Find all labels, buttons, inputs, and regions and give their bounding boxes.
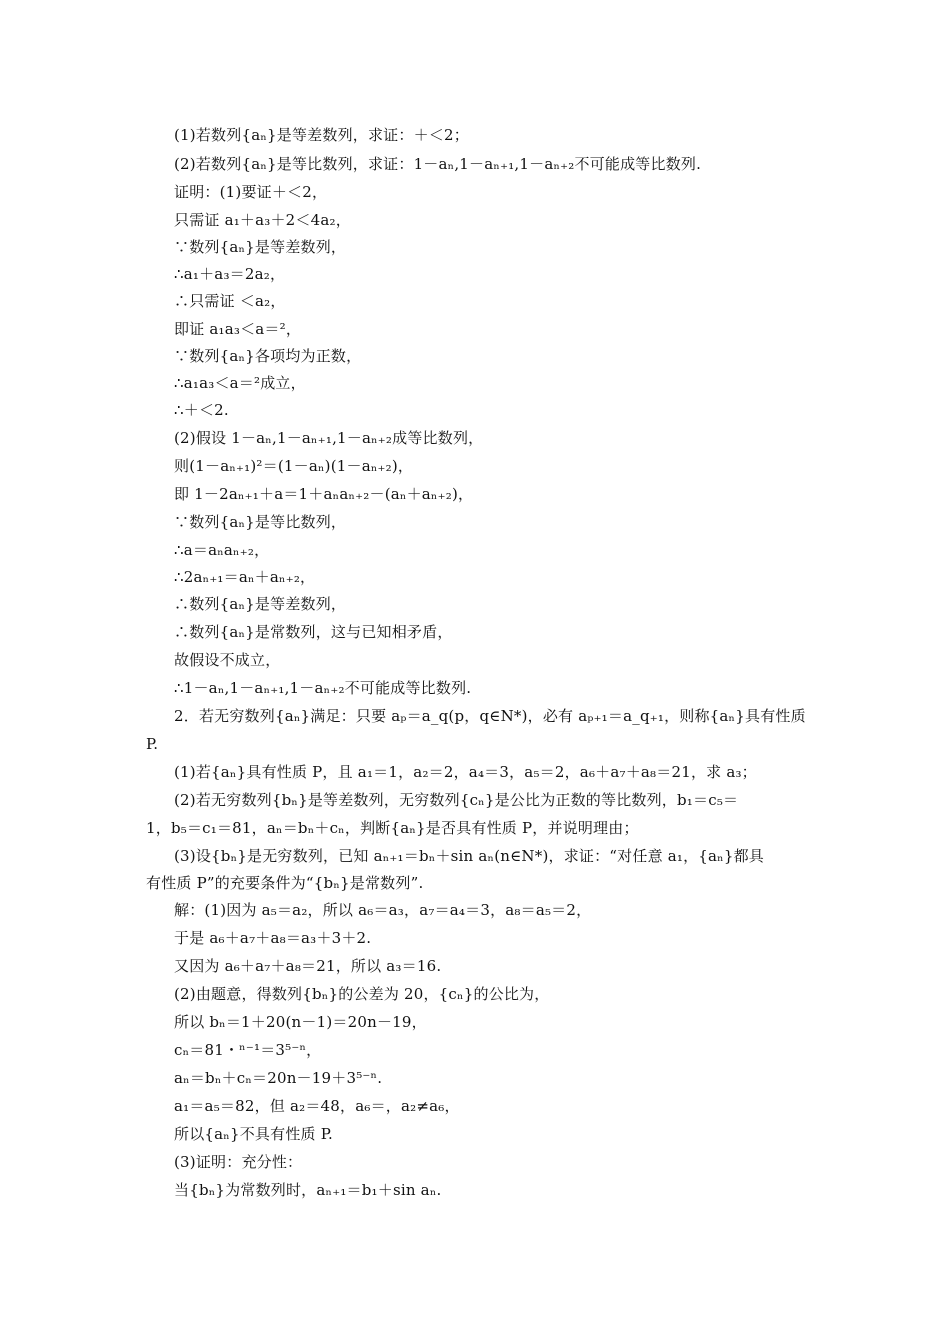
text-line: 证明：(1)要证＋＜2， [174,183,328,201]
text-line: aₙ＝bₙ＋cₙ＝20n－19＋3⁵⁻ⁿ. [174,1069,383,1087]
text-line: ∴只需证 ＜a₂， [174,292,286,310]
text-line: 所以{aₙ}不具有性质 P. [174,1125,333,1143]
text-line: (3)证明：充分性： [174,1153,303,1171]
text-line: ∵数列{aₙ}各项均为正数， [174,347,362,365]
text-line: 所以 bₙ＝1＋20(n－1)＝20n－19， [174,1013,427,1031]
text-line: P. [146,735,159,753]
text-line: ∴数列{aₙ}是常数列，这与已知相矛盾， [174,623,453,641]
text-line: (2)若数列{aₙ}是等比数列，求证：1－aₙ,1－aₙ₊₁,1－aₙ₊₂不可能成等比数列. [174,155,702,173]
text-line: (3)设{bₙ}是无穷数列，已知 aₙ₊₁＝bₙ＋sin aₙ(n∈N*)，求证：“对任意 a₁，{aₙ}都具 [174,847,765,865]
text-line: 即证 a₁a₃＜a＝²， [174,320,302,338]
text-line: 有性质 P”的充要条件为“{bₙ}是常数列”. [146,874,424,892]
text-line: ∴a₁a₃＜a＝²成立， [174,374,306,392]
text-line: (1)若{aₙ}具有性质 P，且 a₁＝1，a₂＝2，a₄＝3，a₅＝2，a₆＋a₇＋a₈＝21，求 a₃； [174,763,757,781]
text-line: (1)若数列{aₙ}是等差数列，求证：＋＜2； [174,126,469,144]
text-line: 解：(1)因为 a₅＝a₂，所以 a₆＝a₃，a₇＝a₄＝3，a₈＝a₅＝2， [174,901,592,919]
text-line: cₙ＝81・ⁿ⁻¹＝3⁵⁻ⁿ， [174,1041,322,1059]
text-line: 只需证 a₁＋a₃＋2＜4a₂， [174,211,351,229]
text-line: 故假设不成立， [174,651,281,669]
text-line: ∴a＝aₙaₙ₊₂， [174,541,270,559]
text-line: ∴数列{aₙ}是等差数列， [174,595,347,613]
text-line: ∴＋＜2. [174,401,229,419]
text-line: (2)假设 1－aₙ,1－aₙ₊₁,1－aₙ₊₂成等比数列， [174,429,484,447]
text-line: ∴1－aₙ,1－aₙ₊₁,1－aₙ₊₂不可能成等比数列. [174,679,472,697]
text-line: ∵数列{aₙ}是等比数列， [174,513,347,531]
text-line: 1，b₅＝c₁＝81，aₙ＝bₙ＋cₙ，判断{aₙ}是否具有性质 P，并说明理由； [146,819,639,837]
text-line: 又因为 a₆＋a₇＋a₈＝21，所以 a₃＝16. [174,957,442,975]
text-line: (2)若无穷数列{bₙ}是等差数列，无穷数列{cₙ}是公比为正数的等比数列，b₁＝c₅＝ [174,791,739,809]
text-line: 则(1－aₙ₊₁)²＝(1－aₙ)(1－aₙ₊₂)， [174,457,414,475]
text-line: a₁＝a₅＝82，但 a₂＝48，a₆＝，a₂≠a₆， [174,1097,460,1115]
text-line: (2)由题意，得数列{bₙ}的公差为 20，{cₙ}的公比为， [174,985,550,1003]
text-line: ∵数列{aₙ}是等差数列， [174,238,347,256]
text-line: 2．若无穷数列{aₙ}满足：只要 aₚ＝a_q(p，q∈N*)，必有 aₚ₊₁＝a_q₊₁，则称{aₙ}具有性质 [174,707,806,725]
text-line: ∴a₁＋a₃＝2a₂， [174,265,286,283]
text-line: 即 1－2aₙ₊₁＋a＝1＋aₙaₙ₊₂－(aₙ＋aₙ₊₂)， [174,485,474,503]
text-line: ∴2aₙ₊₁＝aₙ＋aₙ₊₂， [174,568,316,586]
text-line: 当{bₙ}为常数列时，aₙ₊₁＝b₁＋sin aₙ. [174,1181,442,1199]
text-line: 于是 a₆＋a₇＋a₈＝a₃＋3＋2. [174,929,372,947]
